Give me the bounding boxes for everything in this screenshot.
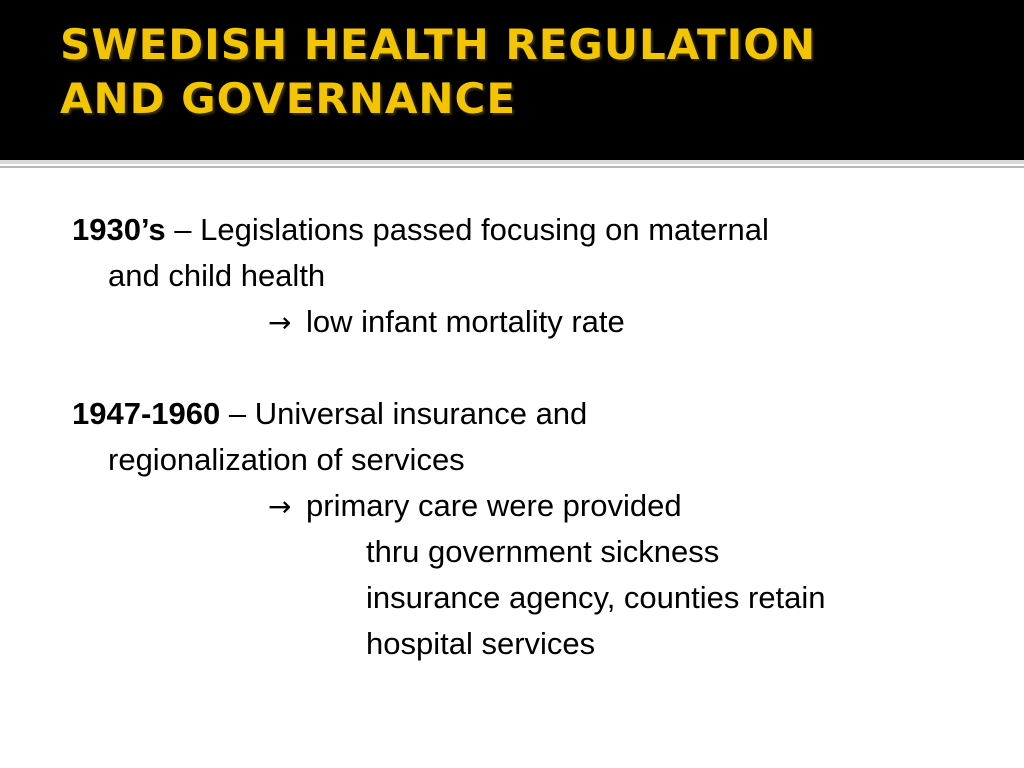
title-divider (0, 160, 1024, 164)
entry-result-continued (72, 621, 972, 667)
entry-dash: – (220, 396, 255, 431)
title-bar (0, 0, 1024, 160)
entry-result-line-4: hospital services (366, 626, 596, 661)
entry-1947-1960-heading (72, 391, 972, 437)
entry-text: Legislations passed focusing on maternal (200, 212, 769, 247)
right-arrow-icon: → (268, 306, 292, 339)
entry-result-line-2: thru government sickness (366, 534, 720, 569)
entry-year: 1947-1960 (72, 396, 221, 431)
entry-result-text: low infant mortality rate (306, 304, 625, 339)
entry-result-continued (72, 575, 972, 621)
entry-text-continued (72, 437, 972, 483)
slide-body (72, 207, 972, 667)
title-line-1: SWEDISH HEALTH REGULATION (60, 20, 817, 69)
slide-title (60, 18, 1000, 126)
entry-result (72, 299, 972, 345)
entry-result-line-3: insurance agency, counties retain (366, 580, 826, 615)
entry-text-line-2: and child health (108, 258, 326, 293)
spacer (72, 345, 972, 391)
entry-year: 1930’s (72, 212, 166, 247)
right-arrow-icon: → (268, 490, 292, 523)
entry-dash: – (165, 212, 201, 247)
entry-result-continued (72, 529, 972, 575)
entry-result-text: primary care were provided (306, 488, 682, 523)
entry-text-continued (72, 253, 972, 299)
entry-1930s-heading (72, 207, 972, 253)
entry-text-line-2: regionalization of services (108, 442, 465, 477)
entry-text: Universal insurance and (254, 396, 588, 431)
title-line-2: AND GOVERNANCE (60, 74, 517, 123)
entry-result (72, 483, 972, 529)
title-divider-secondary (0, 166, 1024, 168)
